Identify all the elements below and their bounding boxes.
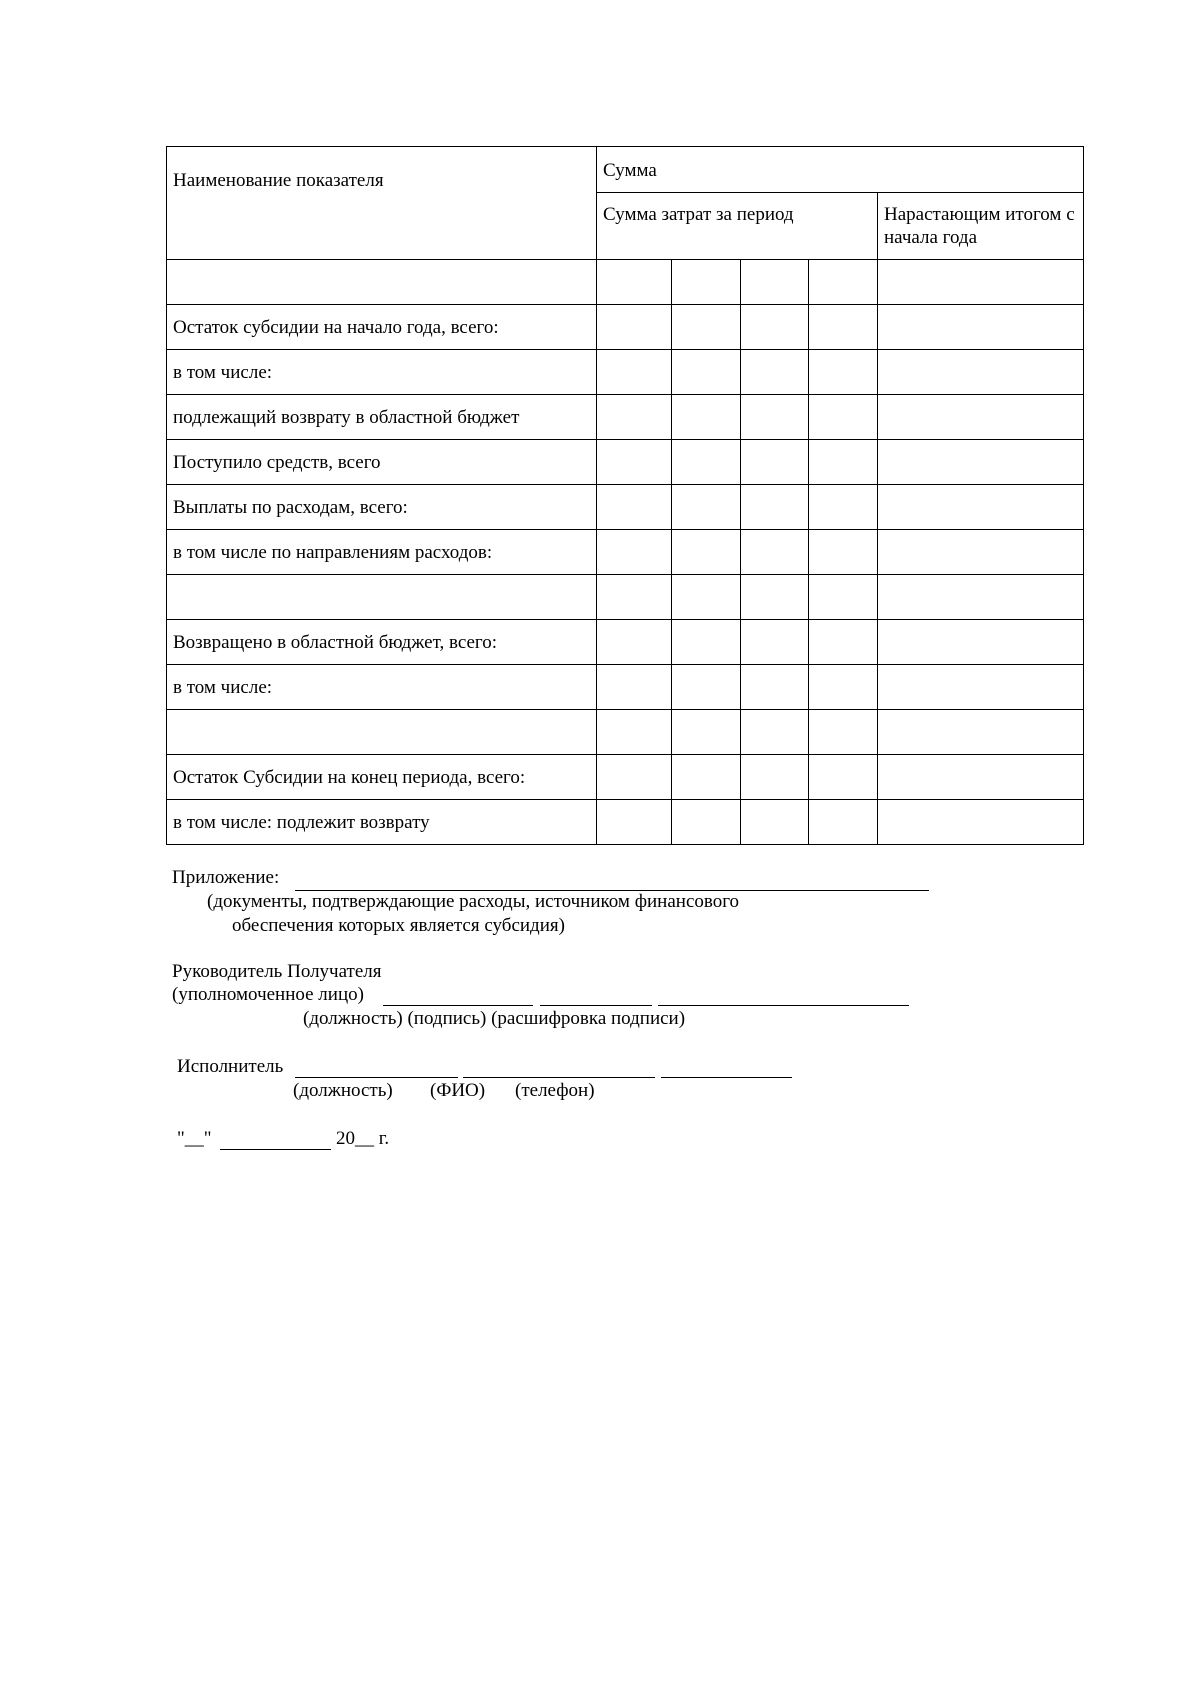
cumulative-cell[interactable] bbox=[878, 440, 1084, 485]
period-cost-cell[interactable] bbox=[672, 710, 741, 755]
period-cost-cell[interactable] bbox=[672, 350, 741, 395]
period-cost-cell[interactable] bbox=[597, 755, 672, 800]
row-indicator-name bbox=[167, 260, 597, 305]
period-cost-cell[interactable] bbox=[672, 755, 741, 800]
date-month-field[interactable] bbox=[220, 1149, 331, 1150]
period-cost-cell[interactable] bbox=[597, 665, 672, 710]
header-sum: Сумма bbox=[597, 147, 1084, 193]
header-indicator-name: Наименование показателя bbox=[167, 147, 597, 260]
period-cost-cell[interactable] bbox=[672, 800, 741, 845]
executor-hint-name: (ФИО) bbox=[430, 1080, 486, 1101]
period-cost-cell[interactable] bbox=[741, 575, 809, 620]
period-cost-cell[interactable] bbox=[597, 260, 672, 305]
table-row bbox=[167, 440, 1084, 485]
head-signature-decoding-field[interactable] bbox=[658, 1005, 909, 1006]
head-label-authorized: (уполномоченное лицо) bbox=[172, 984, 364, 1005]
period-cost-cell[interactable] bbox=[597, 305, 672, 350]
period-cost-cell[interactable] bbox=[809, 440, 878, 485]
executor-phone-field[interactable] bbox=[661, 1077, 792, 1078]
cumulative-cell[interactable] bbox=[878, 620, 1084, 665]
header-period-costs: Сумма затрат за период bbox=[597, 193, 878, 260]
header-cumulative: Нарастающим итогом с начала года bbox=[878, 193, 1084, 260]
period-cost-cell[interactable] bbox=[741, 755, 809, 800]
row-indicator-name bbox=[167, 575, 597, 620]
head-label: Руководитель Получателя bbox=[172, 961, 382, 982]
period-cost-cell[interactable] bbox=[809, 800, 878, 845]
table-row bbox=[167, 710, 1084, 755]
cumulative-cell[interactable] bbox=[878, 575, 1084, 620]
cumulative-cell[interactable] bbox=[878, 665, 1084, 710]
row-indicator-name: подлежащий возврату в областной бюджет bbox=[167, 395, 597, 440]
table-row bbox=[167, 800, 1084, 845]
period-cost-cell[interactable] bbox=[672, 440, 741, 485]
date-day: "__" bbox=[177, 1128, 212, 1149]
attachment-hint-1: (документы, подтверждающие расходы, источником финансового bbox=[207, 891, 740, 912]
table-row bbox=[167, 485, 1084, 530]
period-cost-cell[interactable] bbox=[809, 395, 878, 440]
table-row bbox=[167, 530, 1084, 575]
period-cost-cell[interactable] bbox=[741, 395, 809, 440]
report-table-body bbox=[167, 260, 1084, 845]
executor-hint-phone: (телефон) bbox=[515, 1080, 595, 1101]
table-row bbox=[167, 305, 1084, 350]
table-row bbox=[167, 575, 1084, 620]
row-indicator-name: в том числе: bbox=[167, 665, 597, 710]
period-cost-cell[interactable] bbox=[809, 755, 878, 800]
period-cost-cell[interactable] bbox=[597, 800, 672, 845]
period-cost-cell[interactable] bbox=[672, 620, 741, 665]
period-cost-cell[interactable] bbox=[672, 485, 741, 530]
cumulative-cell[interactable] bbox=[878, 530, 1084, 575]
cumulative-cell[interactable] bbox=[878, 755, 1084, 800]
cumulative-cell[interactable] bbox=[878, 305, 1084, 350]
table-row bbox=[167, 260, 1084, 305]
table-row bbox=[167, 755, 1084, 800]
row-indicator-name: в том числе по направлениям расходов: bbox=[167, 530, 597, 575]
period-cost-cell[interactable] bbox=[809, 530, 878, 575]
period-cost-cell[interactable] bbox=[741, 350, 809, 395]
cumulative-cell[interactable] bbox=[878, 710, 1084, 755]
row-indicator-name: Поступило средств, всего bbox=[167, 440, 597, 485]
table-row bbox=[167, 620, 1084, 665]
period-cost-cell[interactable] bbox=[741, 800, 809, 845]
period-cost-cell[interactable] bbox=[672, 530, 741, 575]
executor-name-field[interactable] bbox=[463, 1077, 655, 1078]
attachment-hint-2: обеспечения которых является субсидия) bbox=[232, 915, 565, 936]
row-indicator-name: Остаток Субсидии на конец периода, всего: bbox=[167, 755, 597, 800]
period-cost-cell[interactable] bbox=[672, 665, 741, 710]
period-cost-cell[interactable] bbox=[597, 350, 672, 395]
executor-label: Исполнитель bbox=[177, 1056, 284, 1077]
row-indicator-name: в том числе: bbox=[167, 350, 597, 395]
row-indicator-name: Остаток субсидии на начало года, всего: bbox=[167, 305, 597, 350]
period-cost-cell[interactable] bbox=[741, 665, 809, 710]
period-cost-cell[interactable] bbox=[672, 575, 741, 620]
period-cost-cell[interactable] bbox=[809, 260, 878, 305]
row-indicator-name: Выплаты по расходам, всего: bbox=[167, 485, 597, 530]
period-cost-cell[interactable] bbox=[597, 440, 672, 485]
period-cost-cell[interactable] bbox=[672, 260, 741, 305]
period-cost-cell[interactable] bbox=[741, 485, 809, 530]
executor-position-field[interactable] bbox=[295, 1077, 458, 1078]
period-cost-cell[interactable] bbox=[809, 620, 878, 665]
period-cost-cell[interactable] bbox=[597, 530, 672, 575]
head-field-hints: (должность) (подпись) (расшифровка подписи) bbox=[303, 1008, 686, 1029]
table-row bbox=[167, 395, 1084, 440]
cumulative-cell[interactable] bbox=[878, 395, 1084, 440]
period-cost-cell[interactable] bbox=[741, 530, 809, 575]
period-cost-cell[interactable] bbox=[809, 350, 878, 395]
head-signature-field[interactable] bbox=[540, 1005, 652, 1006]
period-cost-cell[interactable] bbox=[741, 440, 809, 485]
row-indicator-name: в том числе: подлежит возврату bbox=[167, 800, 597, 845]
period-cost-cell[interactable] bbox=[672, 305, 741, 350]
period-cost-cell[interactable] bbox=[741, 620, 809, 665]
period-cost-cell[interactable] bbox=[809, 305, 878, 350]
date-year: 20__ г. bbox=[336, 1128, 390, 1149]
period-cost-cell[interactable] bbox=[597, 485, 672, 530]
period-cost-cell[interactable] bbox=[741, 260, 809, 305]
cumulative-cell[interactable] bbox=[878, 485, 1084, 530]
cumulative-cell[interactable] bbox=[878, 350, 1084, 395]
period-cost-cell[interactable] bbox=[597, 620, 672, 665]
row-indicator-name bbox=[167, 710, 597, 755]
executor-hint-position: (должность) bbox=[293, 1080, 393, 1101]
head-position-field[interactable] bbox=[383, 1005, 533, 1006]
period-cost-cell[interactable] bbox=[809, 710, 878, 755]
period-cost-cell[interactable] bbox=[809, 575, 878, 620]
period-cost-cell[interactable] bbox=[672, 395, 741, 440]
period-cost-cell[interactable] bbox=[597, 710, 672, 755]
report-table bbox=[166, 146, 1084, 845]
table-row bbox=[167, 350, 1084, 395]
period-cost-cell[interactable] bbox=[741, 710, 809, 755]
cumulative-cell[interactable] bbox=[878, 800, 1084, 845]
period-cost-cell[interactable] bbox=[741, 305, 809, 350]
period-cost-cell[interactable] bbox=[809, 485, 878, 530]
period-cost-cell[interactable] bbox=[597, 395, 672, 440]
row-indicator-name: Возвращено в областной бюджет, всего: bbox=[167, 620, 597, 665]
cumulative-cell[interactable] bbox=[878, 260, 1084, 305]
table-row bbox=[167, 665, 1084, 710]
attachment-label: Приложение: bbox=[172, 867, 280, 888]
period-cost-cell[interactable] bbox=[809, 665, 878, 710]
period-cost-cell[interactable] bbox=[597, 575, 672, 620]
